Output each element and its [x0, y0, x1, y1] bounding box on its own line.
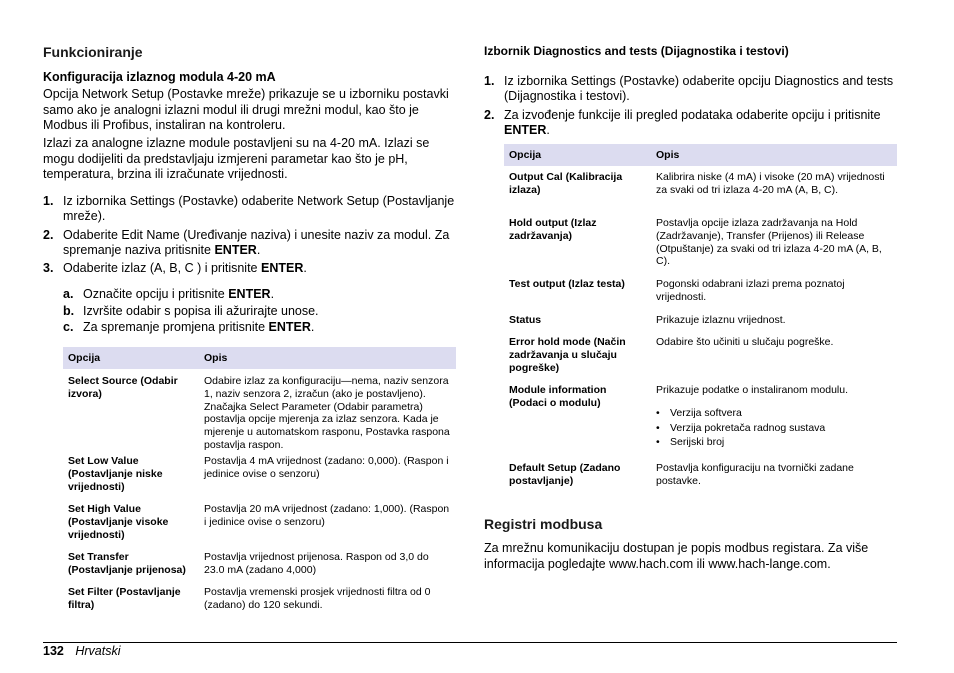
option-name: Set Low Value (Postavljanje niske vrijednosti): [68, 455, 163, 493]
option-description: Odabire izlaz za konfiguraciju—nema, naziv senzora 1, naziv senzora 2, izračun (ako je postavljeno). Značajka Select Parameter (Odabir parametra) postavlja opcije mjerenja za izlaz senzora. Kada je mjerenje u automatskom rasponu, Postavka raspona postavlja raspon.: [204, 375, 450, 451]
column-header-option: Opcija: [63, 347, 199, 369]
table-row: [504, 314, 897, 336]
substep-text: Izvršite odabir s popisa ili ažurirajte unose.: [83, 304, 319, 318]
section-heading-funkcioniranje: Funkcioniranje: [43, 44, 143, 60]
substep-letter: c.: [63, 320, 74, 334]
option-name: Select Source (Odabir izvora): [68, 375, 178, 400]
option-name: Status: [509, 314, 542, 326]
step-text: Odaberite Edit Name (Uređivanje naziva) i unesite naziv za modul. Za spremanje naziva pritisnite ENTER.: [63, 228, 450, 257]
table-row: [504, 166, 897, 217]
table-header-row: [504, 144, 897, 166]
footer-rule: [43, 642, 897, 643]
substep-b: [43, 304, 456, 320]
option-name: Error hold mode (Način zadržavanja u slučaju pogreške): [509, 336, 626, 374]
step-2: [43, 228, 456, 258]
step-text: Za izvođenje funkcije ili pregled podataka odaberite opciju i pritisnite ENTER.: [504, 108, 881, 137]
step-2: [484, 108, 897, 138]
footer-language: Hrvatski: [75, 644, 121, 658]
column-header-option: Opcija: [504, 144, 651, 166]
column-header-description: Opis: [199, 347, 456, 369]
option-description-text: Prikazuje podatke o instaliranom modulu.: [656, 384, 849, 396]
step-number: 2.: [484, 108, 495, 122]
option-name: Set High Value (Postavljanje visoke vrijednosti): [68, 503, 169, 541]
table-row: [63, 586, 456, 620]
table-row: [504, 460, 897, 500]
table-row: [504, 384, 897, 460]
table-row: [504, 278, 897, 314]
page-footer: [43, 644, 121, 658]
option-description: Odabire što učiniti u slučaju pogreške.: [656, 336, 834, 348]
subheading-diagnostics: Izbornik Diagnostics and tests (Dijagnostika i testovi): [484, 44, 789, 58]
step-number: 1.: [43, 194, 54, 208]
step-1: [484, 74, 897, 104]
substep-letter: a.: [63, 287, 74, 301]
option-description: Postavlja 20 mA vrijednost (zadano: 1,000). (Raspon i jedinice ovise o senzoru): [204, 503, 450, 528]
step-number: 3.: [43, 261, 54, 275]
table-header-row: [63, 347, 456, 369]
option-description: Postavlja 4 mA vrijednost (zadano: 0,000). (Raspon i jedinice ovise o senzoru): [204, 455, 449, 480]
option-description: Prikazuje izlaznu vrijednost.: [656, 314, 786, 326]
paragraph-outputs: Izlazi za analogne izlazne module postavljeni su na 4-20 mA. Izlazi se mogu dodijeliti da predstavljaju izmjereni parametar kao što je pH, temperatura, brzina ili izračunate vrijednosti.: [43, 136, 430, 181]
option-description: Postavlja opcije izlaza zadržavanja na Hold (Zadržavanje), Transfer (Prijenos) ili Release (Otpuštanje) za svaki od tri izlaza 4-20 mA (A, B, C).: [656, 217, 882, 268]
module-info-list: [656, 407, 892, 449]
table-row: [504, 217, 897, 278]
column-header-description: Opis: [651, 144, 897, 166]
substep-text: Za spremanje promjena pritisnite ENTER.: [83, 320, 315, 334]
paragraph-network-setup: Opcija Network Setup (Postavke mreže) prikazuje se u izborniku postavki samo ako je analogni izlazni modul ili drugi mrežni modul, kao što je Modbus ili Profibus, instaliran na kontroleru.: [43, 87, 449, 132]
step-3: [43, 261, 456, 277]
subheading-output-module: Konfiguracija izlaznog modula 4-20 mA: [43, 70, 276, 84]
table-row: [63, 455, 456, 503]
step-text: Iz izbornika Settings (Postavke) odaberite opciju Diagnostics and tests (Dijagnostika i testovi).: [504, 74, 894, 103]
option-name: Set Transfer (Postavljanje prijenosa): [68, 551, 186, 576]
option-description: [651, 384, 897, 460]
option-description: Postavlja vremenski prosjek vrijednosti filtra od 0 (zadano) do 120 sekundi.: [204, 586, 431, 611]
substep-a: [43, 287, 456, 303]
option-description: Kalibrira niske (4 mA) i visoke (20 mA) vrijednosti za svaki od tri izlaza 4-20 mA (A, B, C).: [656, 171, 885, 196]
paragraph-modbus: Za mrežnu komunikaciju dostupan je popis modbus registara. Za više informacija pogledajte www.hach.com ili www.hach-lange.com.: [484, 541, 869, 571]
option-description: Postavlja vrijednost prijenosa. Raspon od 3,0 do 23.0 mA (zadano 4,000): [204, 551, 429, 576]
substep-c: [43, 320, 456, 336]
option-name: Module information (Podaci o modulu): [509, 384, 607, 409]
table-row: [504, 336, 897, 384]
option-name: Test output (Izlaz testa): [509, 278, 625, 290]
option-description: Pogonski odabrani izlazi prema poznatoj vrijednosti.: [656, 278, 845, 303]
page-number: 132: [43, 644, 64, 658]
table-row: [63, 503, 456, 551]
option-description: Postavlja konfiguraciju na tvornički zadane postavke.: [656, 462, 854, 487]
substep-letter: b.: [63, 304, 75, 318]
option-name: Default Setup (Zadano postavljanje): [509, 462, 621, 487]
table-row: [63, 369, 456, 455]
step-number: 1.: [484, 74, 495, 88]
step-1: [43, 194, 456, 224]
option-name: Hold output (Izlaz zadržavanja): [509, 217, 597, 242]
step-text: Odaberite izlaz (A, B, C ) i pritisnite ENTER.: [63, 261, 307, 275]
table-row: [63, 551, 456, 586]
output-options-table: [63, 347, 456, 620]
option-name: Set Filter (Postavljanje filtra): [68, 586, 181, 611]
list-item: • Verzija pokretača radnog sustava: [656, 422, 892, 435]
step-number: 2.: [43, 228, 54, 242]
list-item: • Serijski broj: [656, 436, 892, 449]
list-item: • Verzija softvera: [656, 407, 892, 420]
diagnostics-options-table: [504, 144, 897, 500]
section-heading-modbus: Registri modbusa: [484, 516, 603, 532]
substep-text: Označite opciju i pritisnite ENTER.: [83, 287, 275, 301]
step-text: Iz izbornika Settings (Postavke) odaberite Network Setup (Postavljanje mreže).: [63, 194, 455, 223]
option-name: Output Cal (Kalibracija izlaza): [509, 171, 623, 196]
